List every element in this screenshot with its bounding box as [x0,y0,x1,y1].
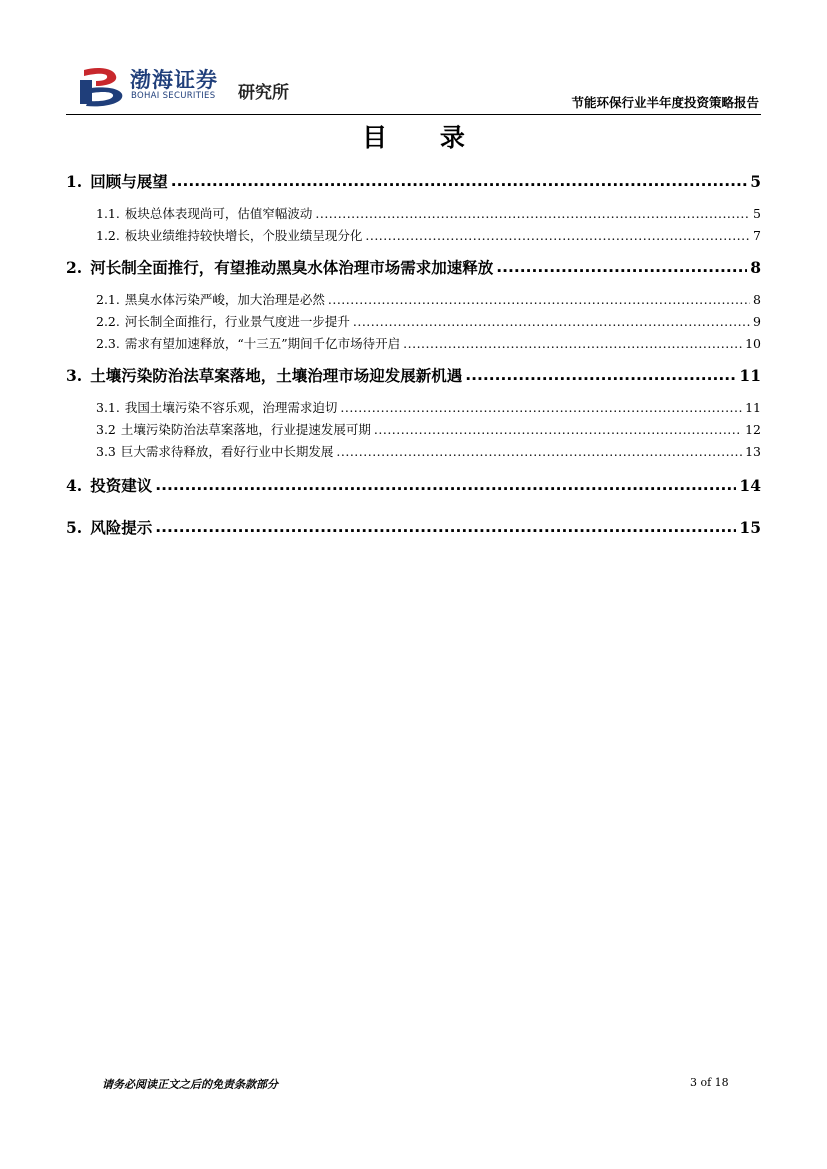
page-header [66,60,761,116]
toc-entry-text: 巨大需求待释放，看好行业中长期发展 [120,444,334,459]
toc-entry-text: 板块业绩维持较快增长，个股业绩呈现分化 [124,228,363,243]
toc-entry-text: 投资建议 [90,477,153,495]
toc-title: 目 录 [362,123,487,152]
dot-leader [336,444,742,457]
toc-entry-text: 河长制全面推行，有望推动黑臭水体治理市场需求加速释放 [90,259,494,277]
toc-entry-number: 1.2. [96,228,120,243]
toc-entry-number: 2.3. [96,336,120,351]
toc-entry-3-3[interactable] [96,442,761,460]
toc-entry-text: 风险提示 [90,519,153,537]
toc-entry-2-2[interactable] [96,312,761,330]
page-number: 3 of 18 [690,1076,729,1089]
toc-entry-page: 8 [753,292,761,307]
toc-entry-2-1[interactable] [96,290,761,308]
toc-entry-5[interactable] [66,516,761,538]
toc-entry-number: 2. [66,258,83,277]
header-divider [66,114,761,115]
toc-entry-text: 黑臭水体污染严峻，加大治理是必然 [124,292,325,307]
toc-entry-1[interactable] [66,170,761,192]
dot-leader [155,518,736,534]
dot-leader [171,172,748,188]
dot-leader [496,258,747,274]
toc-entry-number: 3.1. [96,400,120,415]
toc-entry-number: 2.2. [96,314,120,329]
institute-label: 研究所 [238,83,289,103]
toc-entry-number: 3.2 [96,422,116,437]
toc-entry-text: 河长制全面推行，行业景气度进一步提升 [124,314,350,329]
toc-entry-1-2[interactable] [96,226,761,244]
toc-entry-number: 3.3 [96,444,116,459]
disclaimer-note: 请务必阅读正文之后的免责条款部分 [102,1078,278,1091]
toc-entry-2[interactable] [66,256,761,278]
brand-name-cn: 渤海证券 [130,68,218,92]
toc-entry-3-1[interactable] [96,398,761,416]
toc-entry-2-3[interactable] [96,334,761,352]
toc-entry-number: 1. [66,172,83,191]
bohai-logo-icon [78,64,126,110]
toc-entry-page: 14 [739,476,761,495]
dot-leader [365,228,750,241]
dot-leader [465,366,736,382]
dot-leader [340,400,742,413]
bohai-securities-logo [78,64,298,112]
toc-entry-3-2[interactable] [96,420,761,438]
dot-leader [328,292,750,305]
toc-entry-number: 1.1. [96,206,120,221]
toc-entry-number: 3. [66,366,83,385]
toc-entry-number: 5. [66,518,83,537]
toc-entry-page: 5 [750,172,761,191]
toc-entry-text: 土壤污染防治法草案落地，土壤治理市场迎发展新机遇 [90,367,463,385]
toc-entry-page: 9 [753,314,761,329]
toc-entry-3[interactable] [66,364,761,386]
toc-entry-page: 10 [745,336,761,351]
toc-entry-text: 板块总体表现尚可，估值窄幅波动 [124,206,313,221]
toc-entry-page: 11 [745,400,761,415]
brand-name-en: BOHAI SECURITIES [131,91,216,101]
dot-leader [403,336,742,349]
toc-entry-4[interactable] [66,474,761,496]
toc-entry-page: 12 [745,422,761,437]
toc-entry-text: 土壤污染防治法草案落地，行业提速发展可期 [120,422,371,437]
toc-entry-page: 7 [753,228,761,243]
toc-entry-page: 11 [739,366,761,385]
toc-entry-page: 5 [753,206,761,221]
toc-entry-number: 4. [66,476,83,495]
dot-leader [374,422,742,435]
dot-leader [155,476,736,492]
report-title: 节能环保行业半年度投资策略报告 [571,95,759,110]
toc-entry-number: 2.1. [96,292,120,307]
toc-entry-page: 8 [750,258,761,277]
toc-entry-page: 15 [739,518,761,537]
dot-leader [353,314,750,327]
toc-entry-1-1[interactable] [96,204,761,222]
toc-entry-text: 我国土壤污染不容乐观，治理需求迫切 [124,400,338,415]
toc-entry-text: 回顾与展望 [90,173,168,191]
dot-leader [315,206,750,219]
toc-entry-text: 需求有望加速释放，“十三五”期间千亿市场待开启 [124,336,401,351]
toc-entry-page: 13 [745,444,761,459]
